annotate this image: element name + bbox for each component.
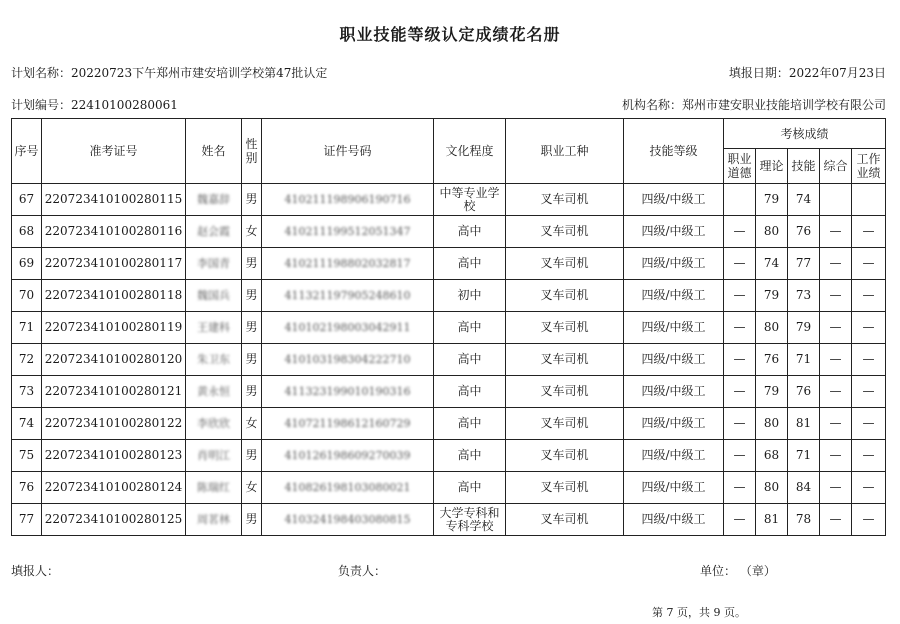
cell-id [262, 376, 434, 408]
cell-ethics: — [724, 344, 756, 376]
cell-education: 高中 [434, 248, 506, 280]
cell-name [186, 280, 242, 312]
cell-level: 四级/中级工 [624, 440, 724, 472]
cell-level: 四级/中级工 [624, 248, 724, 280]
name-value: 朱卫东 [197, 353, 230, 366]
id-value: 410721198612160729 [284, 417, 411, 430]
cell-ethics: — [724, 248, 756, 280]
cell-ticket: 220723410100280116 [42, 216, 186, 248]
unit-seal-label: 单位： （章） [700, 564, 776, 578]
cell-overall: — [820, 280, 852, 312]
cell-ethics: — [724, 376, 756, 408]
cell-overall [820, 184, 852, 216]
cell-education: 高中 [434, 344, 506, 376]
cell-name [186, 504, 242, 536]
header-id: 证件号码 [262, 119, 434, 184]
cell-seq: 73 [12, 376, 42, 408]
cell-name [186, 440, 242, 472]
cell-seq: 67 [12, 184, 42, 216]
cell-ethics: — [724, 472, 756, 504]
fill-date: 填报日期：2022年07月23日 [728, 66, 886, 80]
cell-education: 高中 [434, 376, 506, 408]
score-roster-table [11, 118, 886, 536]
cell-skill: 76 [788, 216, 820, 248]
organization-name: 机构名称：郑州市建安职业技能培训学校有限公司 [621, 98, 886, 112]
header-ethics: 职业道德 [724, 149, 756, 184]
cell-ethics: — [724, 216, 756, 248]
cell-education: 大学专科和专科学校 [434, 504, 506, 536]
cell-seq: 74 [12, 408, 42, 440]
cell-seq: 72 [12, 344, 42, 376]
table-row [12, 312, 886, 344]
cell-ticket: 220723410100280118 [42, 280, 186, 312]
cell-name [186, 216, 242, 248]
cell-education: 高中 [434, 216, 506, 248]
cell-job: 叉车司机 [506, 280, 624, 312]
name-value: 魏嘉辞 [197, 193, 230, 206]
cell-seq: 71 [12, 312, 42, 344]
cell-job: 叉车司机 [506, 376, 624, 408]
id-value: 411321197905248610 [284, 289, 411, 302]
cell-work: — [852, 504, 886, 536]
table-row [12, 408, 886, 440]
cell-skill: 71 [788, 440, 820, 472]
cell-work: — [852, 344, 886, 376]
cell-overall: — [820, 504, 852, 536]
header-name: 姓名 [186, 119, 242, 184]
cell-gender: 男 [242, 504, 262, 536]
cell-gender: 男 [242, 376, 262, 408]
id-value: 410826198103080021 [284, 481, 411, 494]
name-value: 赵会霞 [197, 225, 230, 238]
cell-level: 四级/中级工 [624, 344, 724, 376]
name-value: 肖明江 [197, 449, 230, 462]
cell-overall: — [820, 376, 852, 408]
cell-level: 四级/中级工 [624, 280, 724, 312]
cell-theory: 74 [756, 248, 788, 280]
header-gender: 性别 [242, 119, 262, 184]
table-row [12, 376, 886, 408]
cell-theory: 68 [756, 440, 788, 472]
cell-ticket: 220723410100280122 [42, 408, 186, 440]
cell-ethics: — [724, 440, 756, 472]
cell-id [262, 344, 434, 376]
cell-work [852, 184, 886, 216]
name-value: 李欣欣 [197, 417, 230, 430]
cell-overall: — [820, 408, 852, 440]
id-value: 411323199010190316 [284, 385, 411, 398]
cell-theory: 79 [756, 280, 788, 312]
page-number: 第 7 页，共 9 页。 [652, 606, 746, 619]
cell-work: — [852, 440, 886, 472]
cell-ticket: 220723410100280117 [42, 248, 186, 280]
cell-job: 叉车司机 [506, 472, 624, 504]
header-level: 技能等级 [624, 119, 724, 184]
cell-level: 四级/中级工 [624, 408, 724, 440]
cell-id [262, 440, 434, 472]
name-value: 黄永恒 [197, 385, 230, 398]
table-row [12, 504, 886, 536]
cell-level: 四级/中级工 [624, 472, 724, 504]
cell-skill: 73 [788, 280, 820, 312]
name-value: 王建科 [197, 321, 230, 334]
name-value: 周茗林 [197, 513, 230, 526]
cell-seq: 75 [12, 440, 42, 472]
table-row [12, 344, 886, 376]
cell-level: 四级/中级工 [624, 504, 724, 536]
cell-skill: 71 [788, 344, 820, 376]
cell-gender: 女 [242, 408, 262, 440]
cell-gender: 男 [242, 344, 262, 376]
table-row [12, 440, 886, 472]
cell-id [262, 408, 434, 440]
cell-level: 四级/中级工 [624, 216, 724, 248]
cell-gender: 男 [242, 312, 262, 344]
cell-theory: 79 [756, 376, 788, 408]
cell-skill: 84 [788, 472, 820, 504]
header-ticket: 准考证号 [42, 119, 186, 184]
cell-id [262, 472, 434, 504]
plan-number: 计划编号：22410100280061 [11, 98, 178, 112]
id-value: 410324198403080815 [284, 513, 411, 526]
cell-theory: 80 [756, 216, 788, 248]
table-row [12, 216, 886, 248]
cell-skill: 77 [788, 248, 820, 280]
cell-id [262, 216, 434, 248]
cell-job: 叉车司机 [506, 312, 624, 344]
cell-gender: 女 [242, 216, 262, 248]
id-value: 410102198003042911 [284, 321, 411, 334]
cell-work: — [852, 280, 886, 312]
header-seq: 序号 [12, 119, 42, 184]
header-theory: 理论 [756, 149, 788, 184]
cell-skill: 78 [788, 504, 820, 536]
id-value: 410211199512051347 [284, 225, 411, 238]
cell-work: — [852, 376, 886, 408]
cell-name [186, 184, 242, 216]
cell-job: 叉车司机 [506, 408, 624, 440]
cell-skill: 79 [788, 312, 820, 344]
cell-theory: 80 [756, 408, 788, 440]
cell-education: 初中 [434, 280, 506, 312]
cell-ticket: 220723410100280125 [42, 504, 186, 536]
cell-overall: — [820, 216, 852, 248]
header-overall: 综合 [820, 149, 852, 184]
cell-ethics: — [724, 312, 756, 344]
cell-theory: 80 [756, 472, 788, 504]
cell-education: 高中 [434, 472, 506, 504]
cell-name [186, 344, 242, 376]
cell-seq: 70 [12, 280, 42, 312]
cell-level: 四级/中级工 [624, 376, 724, 408]
leader-signature-label: 负责人： [338, 564, 387, 578]
header-skill: 技能 [788, 149, 820, 184]
cell-ticket: 220723410100280119 [42, 312, 186, 344]
cell-theory: 76 [756, 344, 788, 376]
cell-seq: 68 [12, 216, 42, 248]
cell-name [186, 408, 242, 440]
cell-theory: 79 [756, 184, 788, 216]
cell-id [262, 312, 434, 344]
table-row [12, 184, 886, 216]
cell-work: — [852, 472, 886, 504]
cell-level: 四级/中级工 [624, 184, 724, 216]
cell-overall: — [820, 440, 852, 472]
table-row [12, 280, 886, 312]
cell-overall: — [820, 312, 852, 344]
cell-id [262, 280, 434, 312]
cell-ethics: — [724, 408, 756, 440]
cell-job: 叉车司机 [506, 184, 624, 216]
cell-seq: 77 [12, 504, 42, 536]
cell-education: 高中 [434, 408, 506, 440]
cell-overall: — [820, 248, 852, 280]
cell-gender: 男 [242, 280, 262, 312]
table-row [12, 248, 886, 280]
name-value: 陈瑞红 [197, 481, 230, 494]
header-education: 文化程度 [434, 119, 506, 184]
cell-overall: — [820, 344, 852, 376]
cell-work: — [852, 216, 886, 248]
table-row [12, 472, 886, 504]
cell-ethics: — [724, 280, 756, 312]
cell-education: 高中 [434, 312, 506, 344]
filler-signature-label: 填报人： [11, 564, 60, 578]
cell-level: 四级/中级工 [624, 312, 724, 344]
cell-gender: 男 [242, 184, 262, 216]
cell-name [186, 376, 242, 408]
cell-name [186, 248, 242, 280]
cell-ethics: — [724, 504, 756, 536]
cell-gender: 女 [242, 472, 262, 504]
cell-gender: 男 [242, 248, 262, 280]
name-value: 李国青 [197, 257, 230, 270]
cell-id [262, 248, 434, 280]
cell-ticket: 220723410100280121 [42, 376, 186, 408]
cell-skill: 74 [788, 184, 820, 216]
id-value: 410211198802032817 [284, 257, 411, 270]
cell-job: 叉车司机 [506, 216, 624, 248]
id-value: 410211198906190716 [284, 193, 411, 206]
cell-job: 叉车司机 [506, 248, 624, 280]
cell-job: 叉车司机 [506, 440, 624, 472]
cell-ticket: 220723410100280120 [42, 344, 186, 376]
cell-seq: 69 [12, 248, 42, 280]
cell-skill: 81 [788, 408, 820, 440]
cell-overall: — [820, 472, 852, 504]
cell-education: 高中 [434, 440, 506, 472]
plan-name: 计划名称：20220723下午郑州市建安培训学校第47批认定 [11, 66, 328, 80]
cell-work: — [852, 312, 886, 344]
cell-ticket: 220723410100280124 [42, 472, 186, 504]
cell-ticket: 220723410100280123 [42, 440, 186, 472]
cell-work: — [852, 408, 886, 440]
id-value: 410103198304222710 [284, 353, 411, 366]
cell-work: — [852, 248, 886, 280]
id-value: 410126198609270039 [284, 449, 411, 462]
cell-theory: 81 [756, 504, 788, 536]
cell-skill: 76 [788, 376, 820, 408]
cell-theory: 80 [756, 312, 788, 344]
header-work: 工作业绩 [852, 149, 886, 184]
name-value: 魏国兵 [197, 289, 230, 302]
cell-education: 中等专业学校 [434, 184, 506, 216]
cell-seq: 76 [12, 472, 42, 504]
cell-name [186, 472, 242, 504]
cell-job: 叉车司机 [506, 504, 624, 536]
cell-id [262, 504, 434, 536]
cell-ticket: 220723410100280115 [42, 184, 186, 216]
header-job: 职业工种 [506, 119, 624, 184]
cell-ethics [724, 184, 756, 216]
page-title: 职业技能等级认定成绩花名册 [339, 25, 561, 44]
cell-name [186, 312, 242, 344]
cell-id [262, 184, 434, 216]
cell-job: 叉车司机 [506, 344, 624, 376]
header-scores: 考核成绩 [724, 119, 886, 149]
cell-gender: 男 [242, 440, 262, 472]
